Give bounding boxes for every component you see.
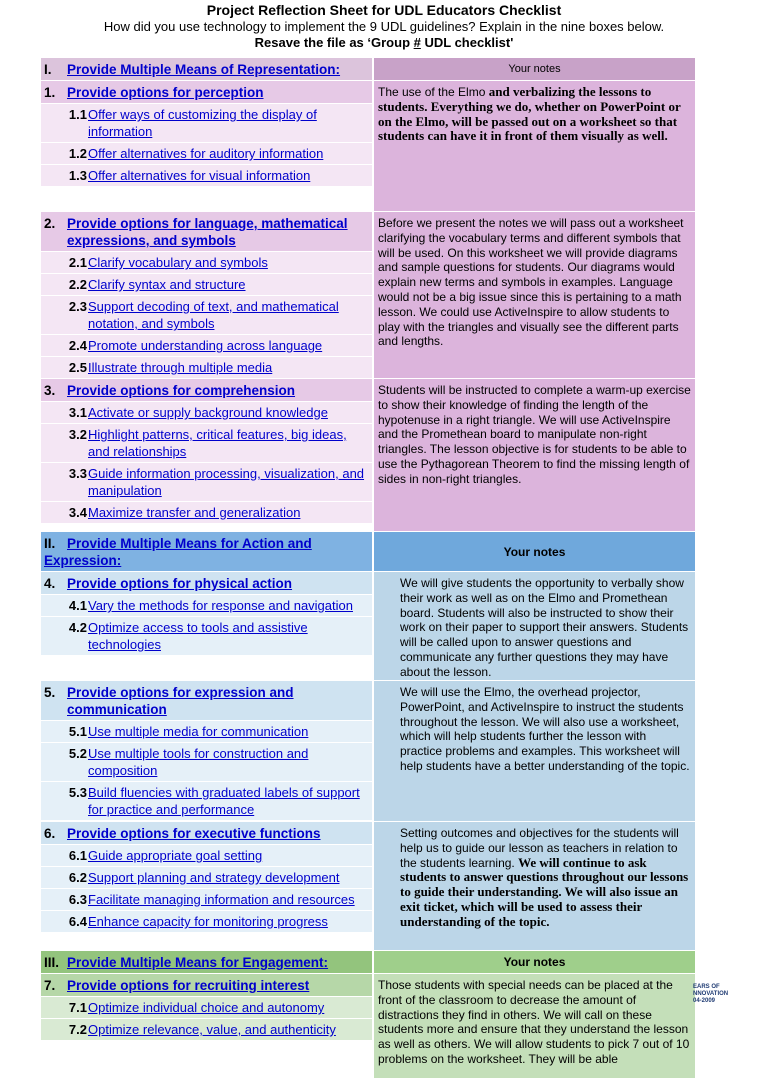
checkpoint-link[interactable]: Support planning and strategy development bbox=[88, 870, 340, 885]
checkpoint-number: 2.3 bbox=[68, 299, 87, 314]
checkpoint-link[interactable]: Offer ways of customizing the display of information bbox=[88, 107, 317, 139]
checkpoint-link[interactable]: Highlight patterns, critical features, big ideas, and relationships bbox=[88, 427, 347, 459]
page-subtitle: How did you use technology to implement the 9 UDL guidelines? Explain in the nine boxes below. bbox=[103, 19, 665, 34]
guideline-row bbox=[41, 81, 695, 211]
checkpoint-link[interactable]: Optimize relevance, value, and authenticity bbox=[88, 1022, 336, 1037]
checkpoint-link[interactable]: Guide information processing, visualization, and manipulation bbox=[88, 466, 365, 498]
checkpoint-row bbox=[41, 424, 372, 462]
udl-checklist-table bbox=[41, 58, 695, 1079]
guideline-cell bbox=[41, 81, 372, 211]
checkpoint-number: 1.1 bbox=[68, 107, 87, 122]
logo-line-2: NNOVATION bbox=[693, 991, 729, 997]
checkpoint-row bbox=[41, 463, 372, 501]
checkpoint-number: 3.4 bbox=[68, 505, 87, 520]
notes-plain-text: The use of the Elmo bbox=[378, 85, 489, 99]
checkpoint-number: 5.1 bbox=[68, 724, 87, 739]
logo-line-1: EARS OF bbox=[693, 984, 720, 990]
checkpoint-row bbox=[41, 104, 372, 142]
checkpoint-row bbox=[41, 252, 372, 273]
guideline-heading bbox=[41, 81, 372, 103]
section-title-cell bbox=[41, 532, 372, 571]
checkpoint-link[interactable]: Enhance capacity for monitoring progress bbox=[88, 914, 328, 929]
checkpoint-link[interactable]: Offer alternatives for auditory information bbox=[88, 146, 324, 161]
section-title-cell bbox=[41, 58, 372, 80]
checkpoint-link[interactable]: Clarify syntax and structure bbox=[88, 277, 246, 292]
logo-line-3: 04-2009 bbox=[693, 998, 716, 1004]
notes-cell[interactable] bbox=[374, 572, 695, 680]
guideline-cell bbox=[41, 974, 372, 1078]
checkpoint-number: 6.3 bbox=[68, 892, 87, 907]
guideline-heading bbox=[41, 681, 372, 720]
guideline-cell bbox=[41, 379, 372, 531]
section-2 bbox=[41, 532, 695, 950]
guideline-cell bbox=[41, 822, 372, 950]
checkpoint-link[interactable]: Build fluencies with graduated labels of support for practice and performance bbox=[88, 785, 360, 817]
notes-plain-text: Those students with special needs can be placed at the front of the classroom to decrease the amount of distractions they find in others. We will call on these students more and ensure that they understand the lesson as well as others. We will allow students to pick 7 out of 10 problems on the worksheet. They will be able bbox=[378, 978, 690, 1066]
guideline-title-link[interactable]: Provide options for physical action bbox=[67, 576, 293, 591]
guideline-number: 1. bbox=[44, 85, 56, 100]
section-title-cell bbox=[41, 951, 372, 973]
checkpoint-number: 6.1 bbox=[68, 848, 87, 863]
checkpoint-number: 2.4 bbox=[68, 338, 87, 353]
notes-text bbox=[374, 212, 695, 353]
notes-plain-text: We will give students the opportunity to verbally show their work as well as on the Elmo and Promethean board. Students will also be instructed to show their work on their paper to support their answers. Students will be called upon to answer questions and communicate any further questions they may have about the lesson. bbox=[400, 576, 689, 679]
checkpoint-number: 1.2 bbox=[68, 146, 87, 161]
guideline-row bbox=[41, 974, 695, 1078]
guideline-cell bbox=[41, 572, 372, 680]
section-header bbox=[41, 58, 695, 80]
guideline-heading bbox=[41, 974, 372, 996]
section-number: I. bbox=[44, 62, 52, 77]
guideline-title-link[interactable]: Provide options for recruiting interest bbox=[67, 978, 310, 993]
checkpoint-link[interactable]: Illustrate through multiple media bbox=[88, 360, 273, 375]
guideline-title-link[interactable]: Provide options for executive functions bbox=[67, 826, 321, 841]
checkpoint-number: 1.3 bbox=[68, 168, 87, 183]
checkpoint-number: 6.4 bbox=[68, 914, 87, 929]
page-title: Project Reflection Sheet for UDL Educators Checklist bbox=[206, 2, 562, 18]
checkpoint-number: 2.5 bbox=[68, 360, 87, 375]
checkpoint-link[interactable]: Vary the methods for response and navigation bbox=[88, 598, 353, 613]
checkpoint-row bbox=[41, 595, 372, 616]
notes-text bbox=[374, 974, 695, 1071]
guideline-row bbox=[41, 681, 695, 821]
notes-cell[interactable] bbox=[374, 212, 695, 378]
guideline-number: 4. bbox=[44, 576, 56, 591]
guideline-title-link[interactable]: Provide options for expression and communication bbox=[67, 685, 294, 717]
notes-text bbox=[374, 681, 695, 778]
notes-cell[interactable] bbox=[374, 822, 695, 950]
notes-text bbox=[374, 81, 695, 148]
your-notes-header: Your notes bbox=[374, 58, 695, 80]
guideline-number: 6. bbox=[44, 826, 56, 841]
notes-bold-text: and verbalizing the lessons to students. Everything we do, whether on PowerPoint or on the Elmo, will be passed out on a worksheet so that students can have it in front of them visually as well. bbox=[378, 84, 681, 144]
section-title-link[interactable]: Provide Multiple Means for Engagement: bbox=[67, 955, 329, 970]
guideline-heading bbox=[41, 212, 372, 251]
checkpoint-row bbox=[41, 502, 372, 523]
checkpoint-row bbox=[41, 143, 372, 164]
checkpoint-row bbox=[41, 402, 372, 423]
checkpoint-link[interactable]: Optimize individual choice and autonomy bbox=[88, 1000, 325, 1015]
guideline-heading bbox=[41, 572, 372, 594]
resave-hash: # bbox=[413, 35, 421, 50]
checkpoint-row bbox=[41, 357, 372, 378]
notes-plain-text: Before we present the notes we will pass out a worksheet clarifying the vocabulary terms and different symbols that will be used. On this worksheet we will provide diagrams and sample questions for students. Our diagrams would explain new terms and symbols in examples. Language would not be a big issue since this is pertaining to a math lesson. We could use ActiveInspire to allow students to play with the triangles and visually see the different parts and lengths. bbox=[378, 216, 684, 349]
checkpoint-link[interactable]: Use multiple media for communication bbox=[88, 724, 309, 739]
checkpoint-link[interactable]: Maximize transfer and generalization bbox=[88, 505, 301, 520]
checkpoint-number: 2.1 bbox=[68, 255, 87, 270]
section-1 bbox=[41, 58, 695, 531]
notes-bold-text: We will continue to ask students to answer questions throughout our lessons to guide their understanding. We will also issue an exit ticket, which will be used to assess their understanding of the topic. bbox=[400, 854, 689, 929]
guideline-row bbox=[41, 822, 695, 950]
checkpoint-number: 3.2 bbox=[68, 427, 87, 442]
checkpoint-number: 5.2 bbox=[68, 746, 87, 761]
section-number: III. bbox=[44, 955, 60, 970]
checkpoint-row bbox=[41, 997, 372, 1018]
guideline-title-link[interactable]: Provide options for language, mathematical expressions, and symbols bbox=[67, 216, 348, 248]
guideline-number: 2. bbox=[44, 216, 56, 231]
checkpoint-row bbox=[41, 617, 372, 655]
guideline-cell bbox=[41, 212, 372, 378]
guideline-title-link[interactable]: Provide options for comprehension bbox=[67, 383, 296, 398]
checkpoint-link[interactable]: Support decoding of text, and mathematical notation, and symbols bbox=[88, 299, 339, 331]
checkpoint-link[interactable]: Facilitate managing information and resources bbox=[88, 892, 355, 907]
guideline-cell bbox=[41, 681, 372, 821]
your-notes-header: Your notes bbox=[374, 951, 695, 973]
guideline-heading bbox=[41, 379, 372, 401]
checkpoint-link[interactable]: Promote understanding across language bbox=[88, 338, 323, 353]
notes-text bbox=[374, 572, 695, 680]
guideline-number: 3. bbox=[44, 383, 56, 398]
guideline-row bbox=[41, 212, 695, 378]
checkpoint-row bbox=[41, 1019, 372, 1040]
checkpoint-row bbox=[41, 335, 372, 356]
checkpoint-row bbox=[41, 274, 372, 295]
notes-plain-text: We will use the Elmo, the overhead projector, PowerPoint, and ActiveInspire to instruct the students throughout the lesson. We will also use a worksheet, which will help students further the lesson with practice problems and examples. This worksheet will help students have a better understanding of the topic. bbox=[400, 685, 690, 773]
resave-prefix: Resave the file as ‘Group bbox=[254, 35, 414, 50]
checkpoint-row bbox=[41, 911, 372, 932]
checkpoint-number: 6.2 bbox=[68, 870, 87, 885]
checkpoint-number: 7.2 bbox=[68, 1022, 87, 1037]
checkpoint-number: 7.1 bbox=[68, 1000, 87, 1015]
checkpoint-number: 4.2 bbox=[68, 620, 87, 635]
checkpoint-link[interactable]: Use multiple tools for construction and composition bbox=[88, 746, 309, 778]
checkpoint-row bbox=[41, 296, 372, 334]
section-number: II. bbox=[44, 536, 56, 551]
guideline-number: 5. bbox=[44, 685, 56, 700]
checkpoint-row bbox=[41, 845, 372, 866]
guideline-row bbox=[41, 379, 695, 531]
notes-plain-text: Students will be instructed to complete a warm-up exercise to show their knowledge of finding the length of the hypotenuse in a right triangle. We will use ActiveInspire and the Promethean board to manipulate non-right triangles. The lesson objective is for students to be able to use the Pythagorean Theorem to find the missing length of sides in non-right triangles. bbox=[378, 383, 691, 486]
checkpoint-row bbox=[41, 867, 372, 888]
anniversary-logo bbox=[693, 984, 729, 1005]
notes-cell[interactable] bbox=[374, 379, 695, 531]
checkpoint-link[interactable]: Clarify vocabulary and symbols bbox=[88, 255, 268, 270]
checkpoint-number: 4.1 bbox=[68, 598, 87, 613]
section-3 bbox=[41, 951, 695, 1078]
notes-plain-text: Setting outcomes and objectives for the students will help us to guide our lesson as teachers in relation to the students learning. bbox=[400, 826, 679, 870]
notes-text bbox=[374, 822, 695, 934]
guideline-heading bbox=[41, 822, 372, 844]
checkpoint-number: 2.2 bbox=[68, 277, 87, 292]
checkpoint-row bbox=[41, 782, 372, 820]
resave-suffix: UDL checklist' bbox=[420, 35, 514, 50]
checkpoint-link[interactable]: Activate or supply background knowledge bbox=[88, 405, 328, 420]
checkpoint-row bbox=[41, 165, 372, 186]
guideline-row bbox=[41, 572, 695, 680]
section-title-link[interactable]: Provide Multiple Means for Action and Expression: bbox=[44, 536, 312, 568]
checkpoint-number: 5.3 bbox=[68, 785, 87, 800]
notes-cell[interactable] bbox=[374, 81, 695, 211]
notes-text bbox=[374, 379, 695, 491]
checkpoint-number: 3.3 bbox=[68, 466, 87, 481]
checkpoint-row bbox=[41, 889, 372, 910]
section-header bbox=[41, 951, 695, 973]
checkpoint-link[interactable]: Offer alternatives for visual information bbox=[88, 168, 311, 183]
checkpoint-row bbox=[41, 721, 372, 742]
checkpoint-link[interactable]: Guide appropriate goal setting bbox=[88, 848, 263, 863]
section-title-link[interactable]: Provide Multiple Means of Representation: bbox=[67, 62, 341, 77]
guideline-number: 7. bbox=[44, 978, 56, 993]
resave-instruction bbox=[0, 35, 768, 51]
checkpoint-link[interactable]: Optimize access to tools and assistive technologies bbox=[88, 620, 308, 652]
guideline-title-link[interactable]: Provide options for perception bbox=[67, 85, 264, 100]
checkpoint-number: 3.1 bbox=[68, 405, 87, 420]
your-notes-header: Your notes bbox=[374, 532, 695, 571]
section-header bbox=[41, 532, 695, 571]
page-header bbox=[0, 2, 768, 51]
notes-cell[interactable] bbox=[374, 681, 695, 821]
notes-cell[interactable] bbox=[374, 974, 695, 1078]
checkpoint-row bbox=[41, 743, 372, 781]
